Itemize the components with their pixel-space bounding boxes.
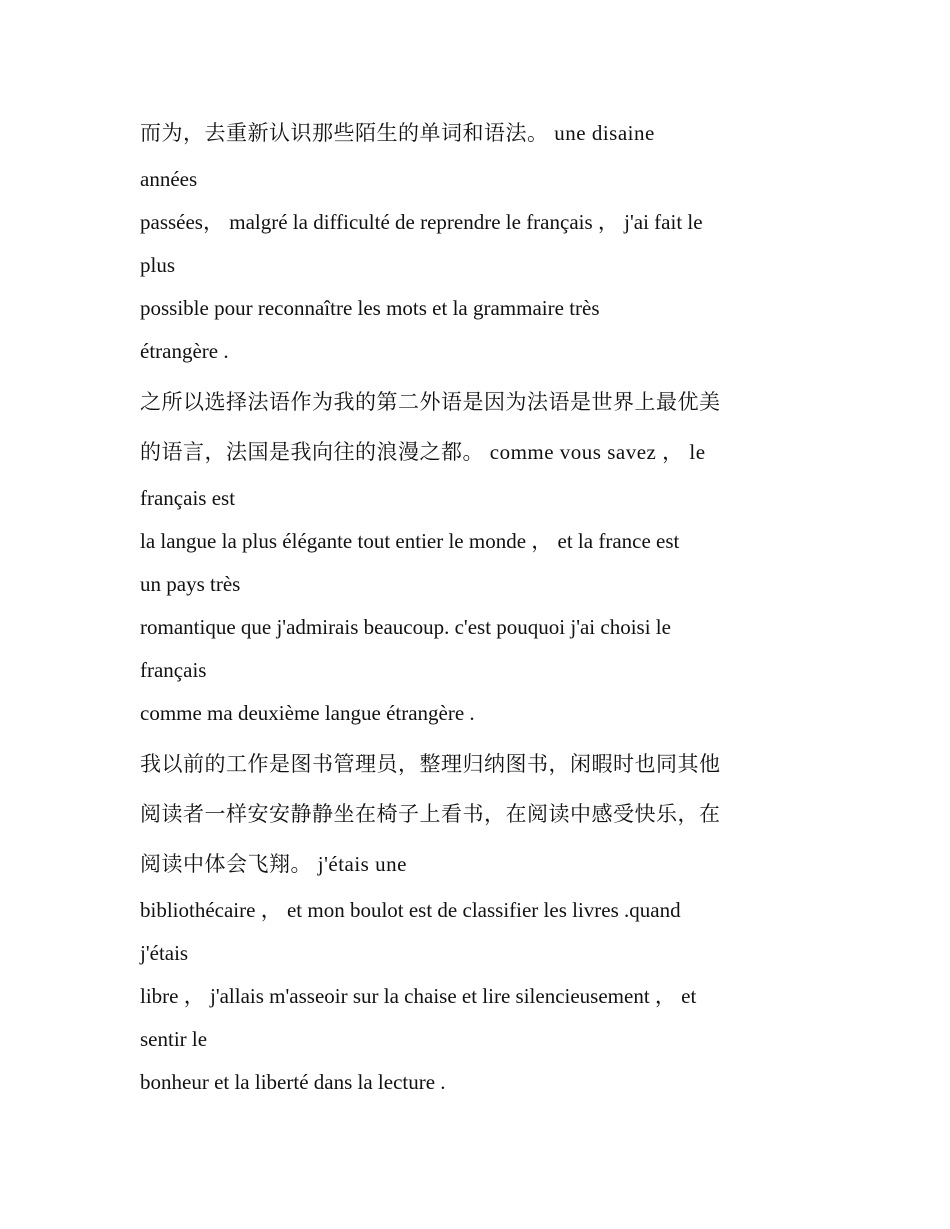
text-line: possible pour reconnaître les mots et la grammaire très bbox=[140, 296, 600, 320]
text-line: un pays très bbox=[140, 572, 241, 596]
text-line: français est bbox=[140, 486, 236, 510]
text-line: passées， malgré la difficulté de reprendre le français ， j'ai fait le bbox=[140, 210, 703, 234]
text-line: bibliothécaire ， et mon boulot est de classifier les livres .quand bbox=[140, 898, 681, 922]
text-line: comme ma deuxième langue étrangère . bbox=[140, 701, 475, 725]
text-line: 阅读中体会飞翔。 j'étais une bbox=[140, 852, 407, 876]
paragraph-1 bbox=[140, 108, 820, 373]
text-line: plus bbox=[140, 253, 176, 277]
text-line: années bbox=[140, 167, 198, 191]
text-line: 而为，去重新认识那些陌生的单词和语法。 une disaine bbox=[140, 121, 655, 145]
text-line: 阅读者一样安安静静坐在椅子上看书，在阅读中感受快乐，在 bbox=[140, 802, 721, 826]
paragraph-3 bbox=[140, 739, 820, 1104]
paragraph-2 bbox=[140, 377, 820, 735]
text-line: la langue la plus élégante tout entier le monde ， et la france est bbox=[140, 529, 680, 553]
text-line: bonheur et la liberté dans la lecture . bbox=[140, 1070, 446, 1094]
text-line: étrangère . bbox=[140, 339, 229, 363]
text-line: 的语言，法国是我向往的浪漫之都。 comme vous savez ， le bbox=[140, 440, 706, 464]
document-body bbox=[140, 108, 820, 1104]
text-line: 之所以选择法语作为我的第二外语是因为法语是世界上最优美 bbox=[140, 390, 721, 414]
text-line: romantique que j'admirais beaucoup. c'est pouquoi j'ai choisi le bbox=[140, 615, 671, 639]
text-line: libre ， j'allais m'asseoir sur la chaise et lire silencieusement ， et bbox=[140, 984, 697, 1008]
text-line: sentir le bbox=[140, 1027, 208, 1051]
text-line: français bbox=[140, 658, 207, 682]
text-line: j'étais bbox=[140, 941, 189, 965]
text-line: 我以前的工作是图书管理员，整理归纳图书，闲暇时也同其他 bbox=[140, 752, 721, 776]
